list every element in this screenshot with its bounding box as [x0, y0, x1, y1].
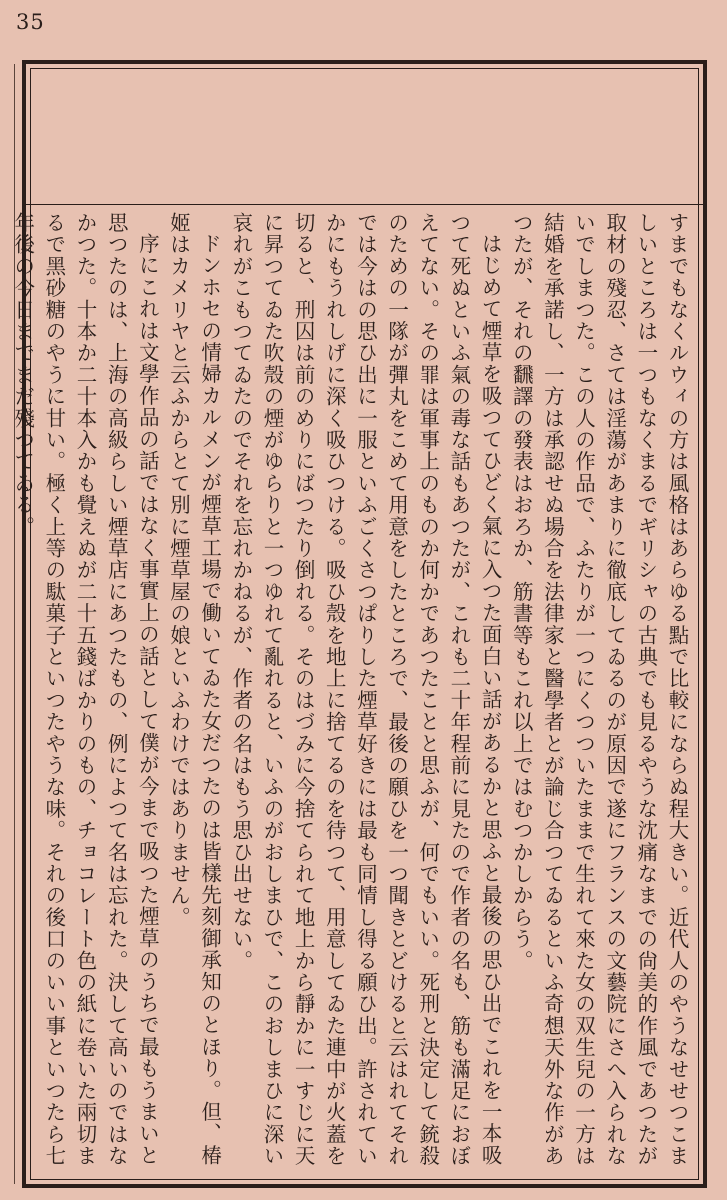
paragraph: すまでもなくルウィの方は風格はあらゆる點で比較にならぬ程大きい。近代人のやうなせせつこましいところは一つもなくまるでギリシャの古典でも見るやうな沈痛なまでの尙美的作風であつたが取材の殘忍、さては淫蕩があまりに徹底してゐるのが原因で遂にフランスの文藝院にさへ入られないでしまつた。この人の作品で、ふたりが一つにくつついたままで生れて來た女の双生兒の一方は結婚を承諾し、一方は承認せぬ場合を法律家と醫學者とが論じ合つてゐるといふ奇想天外な作があつたが、それの飜譯の發表はおろか、筋書等もこれ以上ではむつかしからう。 — [509, 212, 689, 1167]
paragraph: はじめて煙草を吸つてひどく氣に入つた面白い話があるかと思ふと最後の思ひ出でこれを一本吸つて死ぬといふ氣の毒な話もあつたが、これも二十年程前に見たので作者の名も、筋も滿足におぼえてない。その罪は軍事上のものか何かであつたことと思ふが、何でもいい。死刑と決定して銃殺のための一隊が彈丸をこめて用意をしたところで、最後の願ひを一つ聞きとどけると云はれてそれでは今はの思ひ出に一服といふごくさつぱりした煙草好きには最も同情し得る願ひ出。許されていかにもうれしげに深く吸ひつける。吸ひ殼を地上に捨てるのを待つて、用意してゐた連中が火蓋を切ると、刑囚は前のめりにばつたり倒れる。そのはづみに今捨てられて地上から靜かに一すじに天に昇つてゐた吹殼の煙がゆらりと一つゆれて亂れると、いふのがおしまひで、このおしまひに深い哀れがこもつてゐたのでそれを忘れかねるが、作者の名はもう思ひ出せない。 — [228, 212, 503, 1167]
article-body — [10, 212, 692, 1180]
paragraph: ドンホセの情婦カルメンが煙草工場で働いてゐた女だつたのは皆樣先刻御承知のとほり。但、椿姬はカメリヤと云ふからとて別に煙草屋の娘といふわけではありません。 — [166, 212, 222, 1166]
page-number: 35 — [16, 10, 45, 34]
paragraph: 序にこれは文學作品の話ではなく事實上の話として僕が今まで吸つた煙草のうちで最もうまいと思つたのは、上海の高級らしい煙草店にあつたもの、例によつて名は忘れた。決して高いのではなかつた。十本か二十本入かも覺えぬが二十五錢ばかりのもの、チョコレート色の紙に卷いた兩切まるで黑砂糖のやうに甘い。極く上等の駄菓子といつたやうな味。それの後口のいい事といつたら七年後の今日までまだ殘つてゐる。 — [10, 212, 160, 1167]
header-divider — [26, 204, 703, 205]
